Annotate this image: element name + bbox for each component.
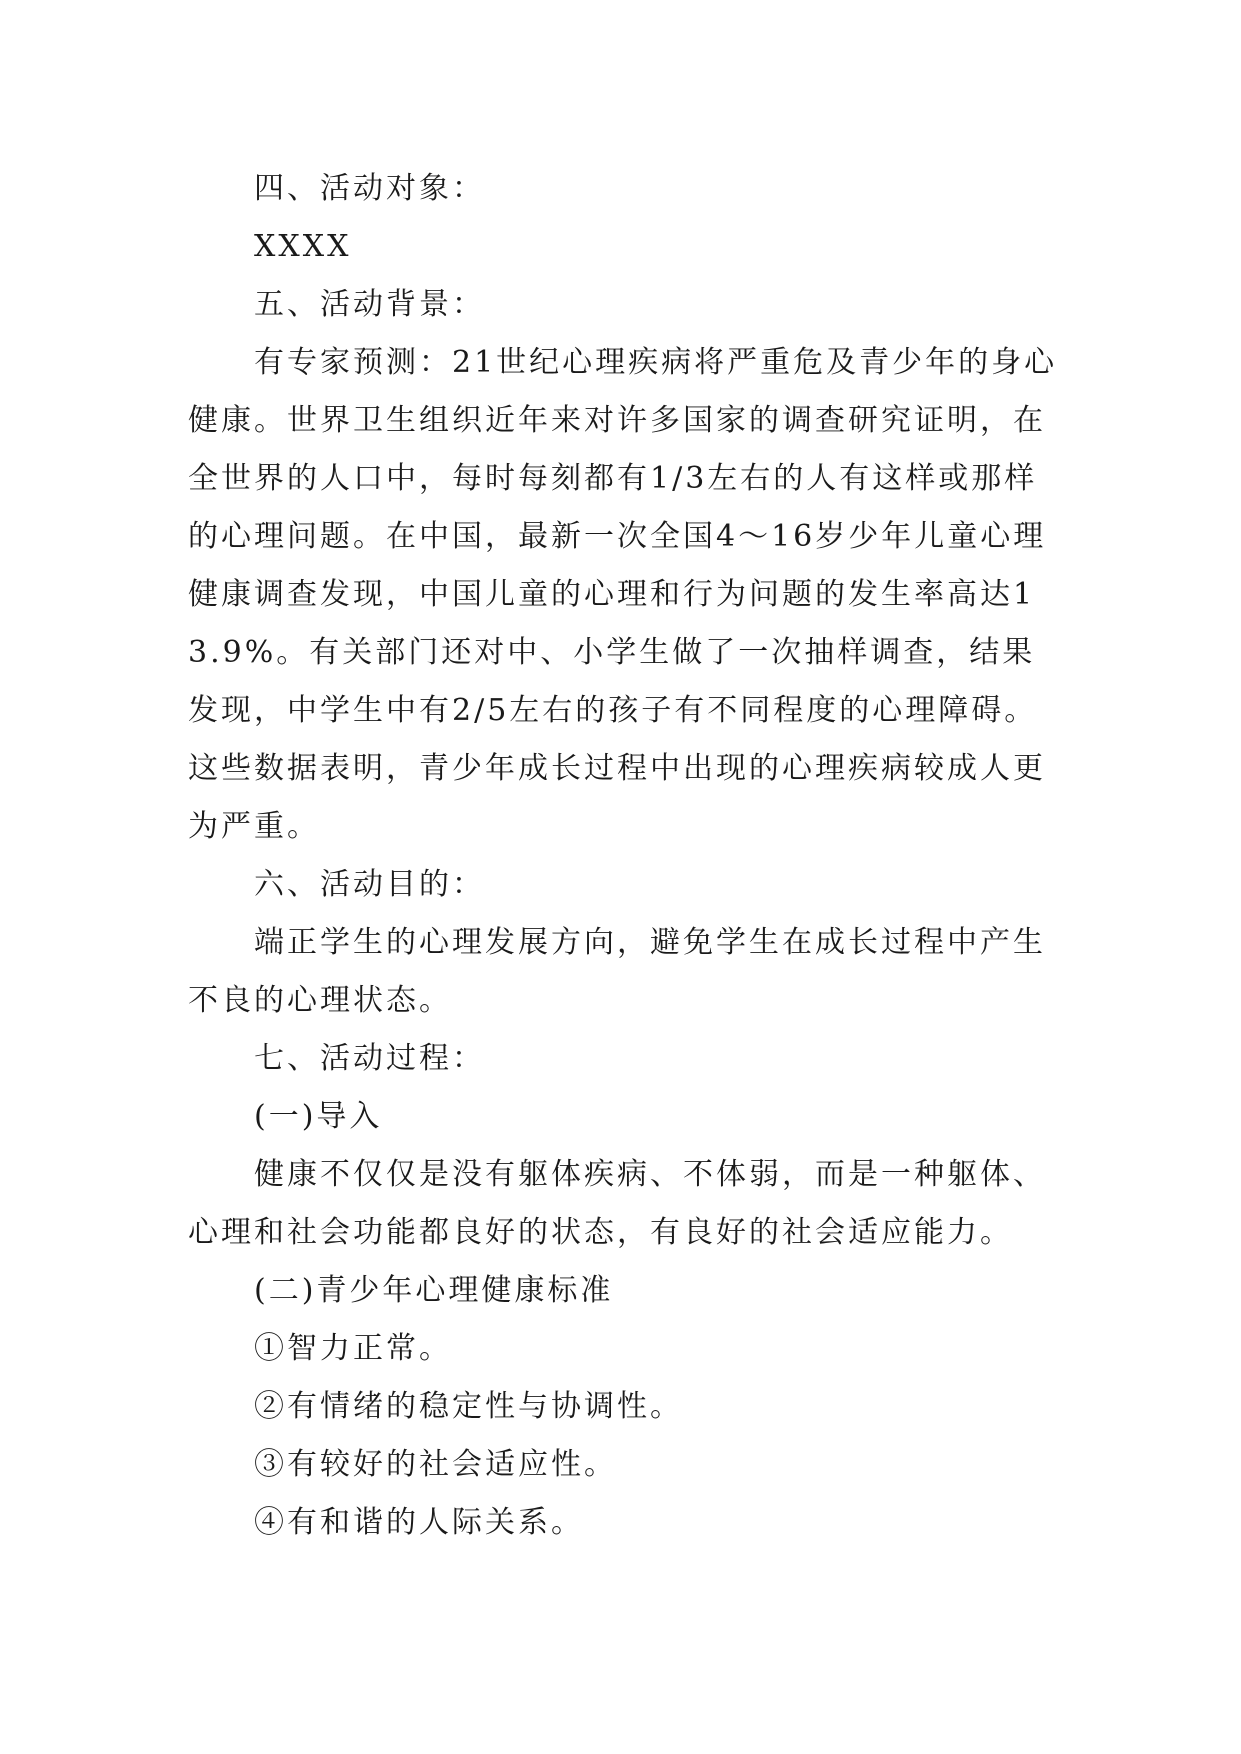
subheading-health-standards: (二)青少年心理健康标准 (254, 1273, 614, 1308)
section-heading-seven: 七、活动过程： (254, 1041, 485, 1076)
section-heading-six: 六、活动目的： (254, 867, 485, 902)
purpose-paragraph: 端正学生的心理发展方向，避免学生在成长过程中产生不良的心理状态。 (188, 925, 1046, 1018)
list-item: ③有较好的社会适应性。 (254, 1447, 617, 1482)
section-heading-five: 五、活动背景： (254, 287, 485, 322)
list-item: ①智力正常。 (254, 1331, 452, 1366)
list-item: ④有和谐的人际关系。 (254, 1505, 584, 1540)
document-body (188, 160, 1068, 1552)
section-heading-four: 四、活动对象： (254, 171, 485, 206)
introduction-paragraph: 健康不仅仅是没有躯体疾病、不体弱，而是一种躯体、心理和社会功能都良好的状态，有良好的社会适应能力。 (188, 1157, 1046, 1250)
target-audience-value: XXXX (254, 229, 352, 264)
background-paragraph: 有专家预测：21世纪心理疾病将严重危及青少年的身心健康。世界卫生组织近年来对许多国家的调查研究证明，在全世界的人口中，每时每刻都有1/3左右的人有这样或那样的心理问题。在中国，最新一次全国4～16岁少年儿童心理健康调查发现，中国儿童的心理和行为问题的发生率高达13.9%。有关部门还对中、小学生做了一次抽样调查，结果发现，中学生中有2/5左右的孩子有不同程度的心理障碍。这些数据表明，青少年成长过程中出现的心理疾病较成人更为严重。 (188, 345, 1058, 844)
list-item: ②有情绪的稳定性与协调性。 (254, 1389, 683, 1424)
subheading-introduction: (一)导入 (254, 1099, 383, 1134)
